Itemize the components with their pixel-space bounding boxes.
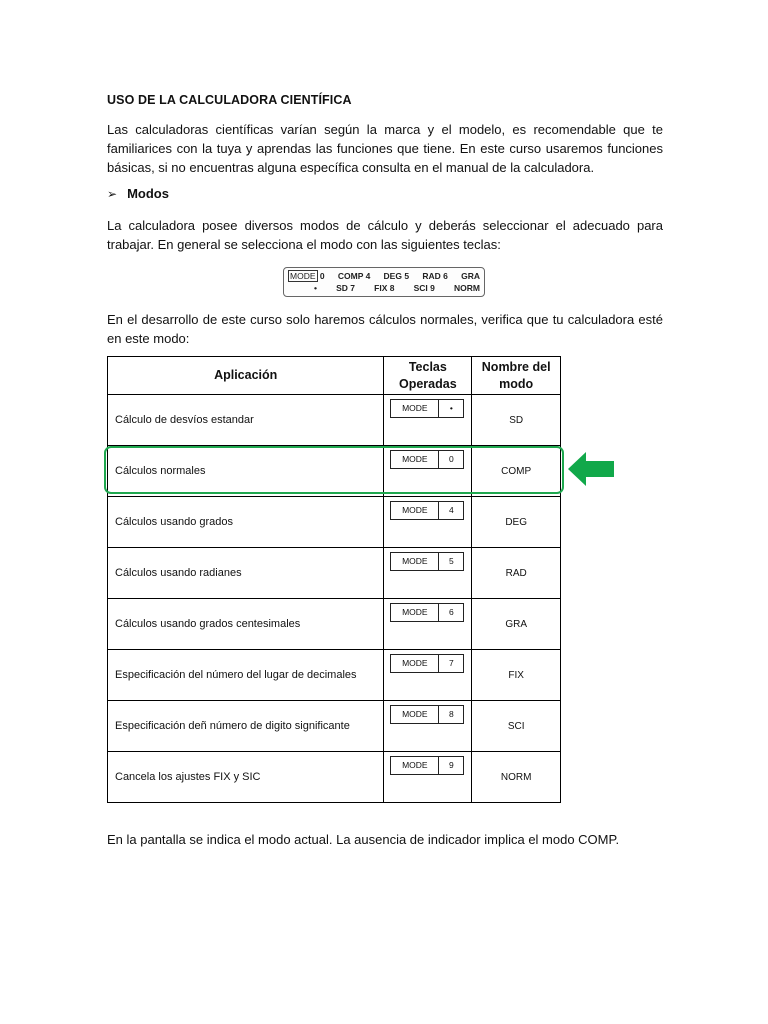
mode-panel-item: RAD 6 bbox=[422, 271, 448, 281]
mode-panel-item: FIX 8 bbox=[374, 283, 395, 293]
cell-application bbox=[108, 701, 384, 752]
modes-paragraph: La calculadora posee diversos modos de cálculo y deberás seleccionar el adecuado para trabajar. En general se selecciona el modo con las siguientes teclas: bbox=[107, 218, 663, 252]
cell-mode-name: DEG bbox=[472, 497, 561, 548]
mode-panel-row-2 bbox=[314, 283, 480, 293]
mode-key: MODE bbox=[390, 654, 439, 673]
application-text: Cálculos usando radianes bbox=[115, 567, 242, 579]
mode-panel-item: SD 7 bbox=[336, 283, 356, 293]
mode-key: MODE bbox=[390, 450, 439, 469]
mode-panel-item: 0 bbox=[319, 271, 325, 281]
application-text: Especificación del número del lugar de decimales bbox=[115, 669, 357, 681]
mode-panel-item: NORM bbox=[453, 283, 480, 293]
number-key: 5 bbox=[439, 552, 464, 571]
table-row bbox=[108, 701, 561, 752]
application-text: Cálculo de desvíos estandar bbox=[115, 414, 254, 426]
cell-keys bbox=[384, 497, 472, 548]
mode-panel-item: DEG 5 bbox=[383, 271, 410, 281]
application-text: Cálculos normales bbox=[115, 465, 206, 477]
mode-panel-item: COMP 4 bbox=[337, 271, 371, 281]
number-key: 7 bbox=[439, 654, 464, 673]
footer-paragraph: En la pantalla se indica el modo actual. La ausencia de indicador implica el modo COMP. bbox=[107, 832, 620, 847]
table-row bbox=[108, 752, 561, 803]
header-application: Aplicación bbox=[108, 357, 384, 395]
mode-key: MODE bbox=[390, 552, 439, 571]
number-key: 8 bbox=[439, 705, 464, 724]
cell-keys bbox=[384, 446, 472, 497]
cell-application bbox=[108, 752, 384, 803]
table-row bbox=[108, 650, 561, 701]
cell-keys bbox=[384, 548, 472, 599]
application-text: Especificación deñ número de digito significante bbox=[115, 720, 350, 732]
mode-panel-item: SCI 9 bbox=[413, 283, 435, 293]
cell-application bbox=[108, 650, 384, 701]
mode-key: MODE bbox=[390, 603, 439, 622]
cell-mode-name: FIX bbox=[472, 650, 561, 701]
cell-mode-name: RAD bbox=[472, 548, 561, 599]
cell-mode-name: SCI bbox=[472, 701, 561, 752]
mode-panel-item: • bbox=[314, 283, 317, 293]
cell-application bbox=[108, 599, 384, 650]
page-title: USO DE LA CALCULADORA CIENTÍFICA bbox=[107, 93, 352, 107]
mode-key: MODE bbox=[390, 399, 439, 418]
number-key: 0 bbox=[439, 450, 464, 469]
number-key: 6 bbox=[439, 603, 464, 622]
mode-key: MODE bbox=[390, 705, 439, 724]
mode-key: MODE bbox=[390, 756, 439, 775]
header-mode-name: Nombre del modo bbox=[472, 357, 561, 395]
mode-panel-item: GRA bbox=[461, 271, 480, 281]
table-row bbox=[108, 395, 561, 446]
number-key: • bbox=[439, 399, 464, 418]
table-row bbox=[108, 497, 561, 548]
cell-mode-name: COMP bbox=[472, 446, 561, 497]
cell-keys bbox=[384, 599, 472, 650]
application-text: Cálculos usando grados centesimales bbox=[115, 618, 301, 630]
number-key: 9 bbox=[439, 756, 464, 775]
header-keys: Teclas Operadas bbox=[384, 357, 472, 395]
application-text: Cálculos usando grados bbox=[115, 516, 234, 528]
mode-key-label: MODE bbox=[290, 271, 316, 281]
green-left-arrow-icon bbox=[568, 452, 614, 486]
section-modos bbox=[107, 186, 169, 201]
calculator-mode-panel bbox=[283, 267, 485, 297]
cell-application bbox=[108, 548, 384, 599]
cell-keys bbox=[384, 650, 472, 701]
table-header-row bbox=[108, 357, 561, 395]
number-key: 4 bbox=[439, 501, 464, 520]
cell-application bbox=[108, 395, 384, 446]
cell-application bbox=[108, 446, 384, 497]
modes-table bbox=[107, 356, 561, 803]
table-row bbox=[108, 446, 561, 497]
cell-keys bbox=[384, 752, 472, 803]
normal-mode-paragraph: En el desarrollo de este curso solo haremos cálculos normales, verifica que tu calculadora esté en este modo: bbox=[107, 312, 663, 346]
cell-keys bbox=[384, 395, 472, 446]
arrow-bullet-icon: ➢ bbox=[107, 186, 118, 201]
table-row bbox=[108, 548, 561, 599]
cell-mode-name: NORM bbox=[472, 752, 561, 803]
table-row bbox=[108, 599, 561, 650]
intro-paragraph: Las calculadoras científicas varían según la marca y el modelo, es recomendable que te familiarices con la tuya y aprendas las funciones que tiene. En este curso usaremos funciones básicas, si no encuentras alguna específica consulta en el manual de la calculadora. bbox=[107, 122, 663, 175]
cell-keys bbox=[384, 701, 472, 752]
application-text: Cancela los ajustes FIX y SIC bbox=[115, 771, 261, 783]
section-heading: Modos bbox=[127, 186, 169, 201]
cell-mode-name: SD bbox=[472, 395, 561, 446]
cell-application bbox=[108, 497, 384, 548]
mode-panel-row-1 bbox=[288, 271, 480, 281]
cell-mode-name: GRA bbox=[472, 599, 561, 650]
mode-key: MODE bbox=[390, 501, 439, 520]
